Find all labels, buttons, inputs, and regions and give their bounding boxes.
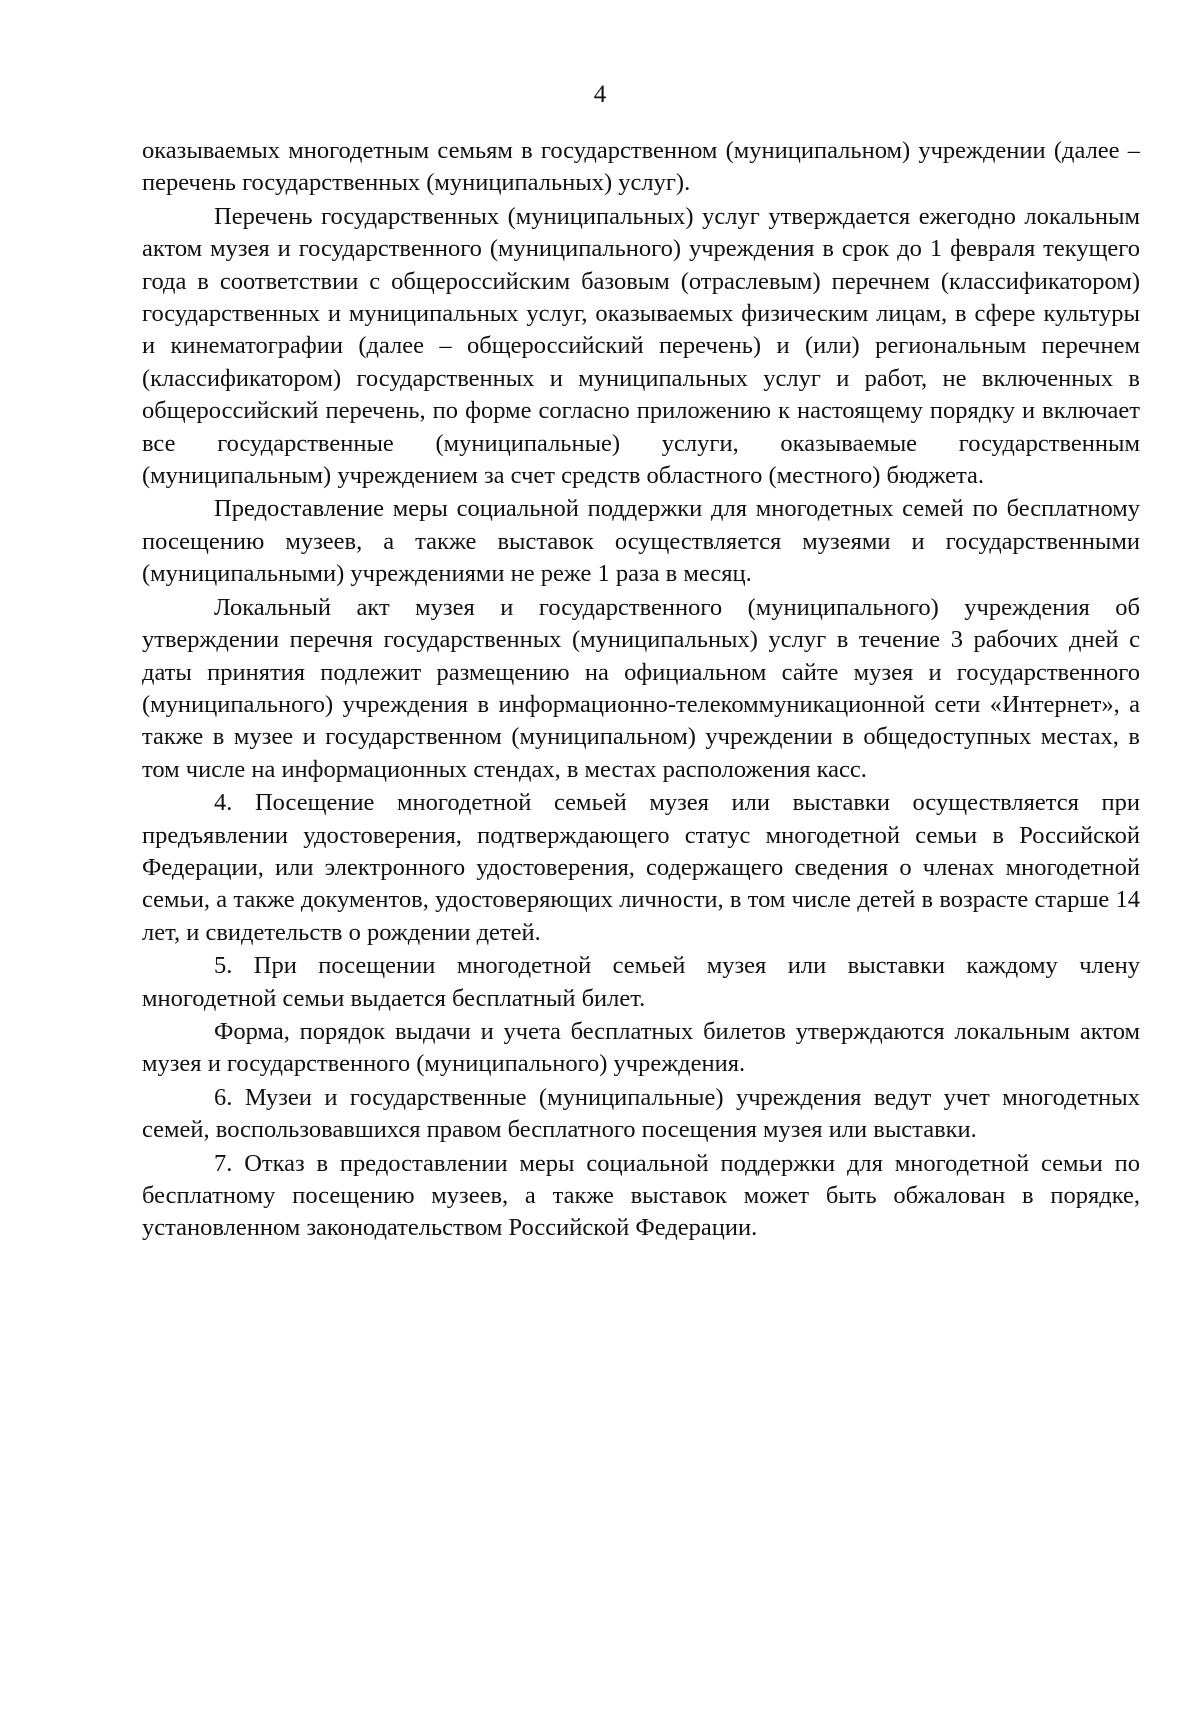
- paragraph-local-act: Локальный акт музея и государственного (муниципального) учреждения об утверждении перечня государственных (муниципальных) услуг в течение 3 рабочих дней с даты принятия подлежит размещению на официальном сайте музея и государственного (муниципального) учреждения в информационно-телекоммуникационной сети «Интернет», а также в музее и государственном (муниципальном) учреждении в общедоступных местах, в том числе на информационных стендах, в местах расположения касс.: [142, 593, 1140, 783]
- paragraph-item-6: 6. Музеи и государственные (муниципальные) учреждения ведут учет многодетных семей, воспользовавшихся правом бесплатного посещения музея или выставки.: [142, 1083, 1140, 1144]
- paragraph-continuation: оказываемых многодетным семьям в государственном (муниципальном) учреждении (далее – перечень государственных (муниципальных) услуг).: [142, 137, 1140, 197]
- paragraph-ticket-form: Форма, порядок выдачи и учета бесплатных билетов утверждаются локальным актом музея и государственного (муниципального) учреждения.: [142, 1017, 1140, 1078]
- paragraph-item-5: 5. При посещении многодетной семьей музея или выставки каждому члену многодетной семьи выдается бесплатный билет.: [142, 952, 1140, 1012]
- paragraph-item-4: 4. Посещение многодетной семьей музея или выставки осуществляется при предъявлении удостоверения, подтверждающего статус многодетной семьи в Российской Федерации, или электронного удостоверения, содержащего сведения о членах многодетной семьи, а также документов, удостоверяющих личности, в том числе детей в возрасте старше 14 лет, и свидетельств о рождении детей.: [142, 789, 1140, 946]
- paragraph-item-7: 7. Отказ в предоставлении меры социальной поддержки для многодетной семьи по бесплатному посещению музеев, а также выставок может быть обжалован в порядке, установленном законодательством Российской Федерации.: [142, 1149, 1140, 1242]
- paragraph-services-list: Перечень государственных (муниципальных) услуг утверждается ежегодно локальным актом музея и государственного (муниципального) учреждения в срок до 1 февраля текущего года в соответствии с общероссийским базовым (отраслевым) перечнем (классификатором) государственных и муниципальных услуг, оказываемых физическим лицам, в сфере культуры и кинематографии (далее – общероссийский перечень) и (или) региональным перечнем (классификатором) государственных и муниципальных услуг и работ, не включенных в общероссийский перечень, по форме согласно приложению к настоящему порядку и включает все государственные (муниципальные) услуги, оказываемые государственным (муниципальным) учреждением за счет средств областного (местного) бюджета.: [142, 202, 1140, 490]
- paragraph-support-measure: Предоставление меры социальной поддержки для многодетных семей по бесплатному посещению музеев, а также выставок осуществляется музеями и государственными (муниципальными) учреждениями не реже 1 раза в месяц.: [142, 495, 1140, 588]
- document-body: [142, 135, 1140, 1245]
- page-number: 4: [593, 81, 607, 108]
